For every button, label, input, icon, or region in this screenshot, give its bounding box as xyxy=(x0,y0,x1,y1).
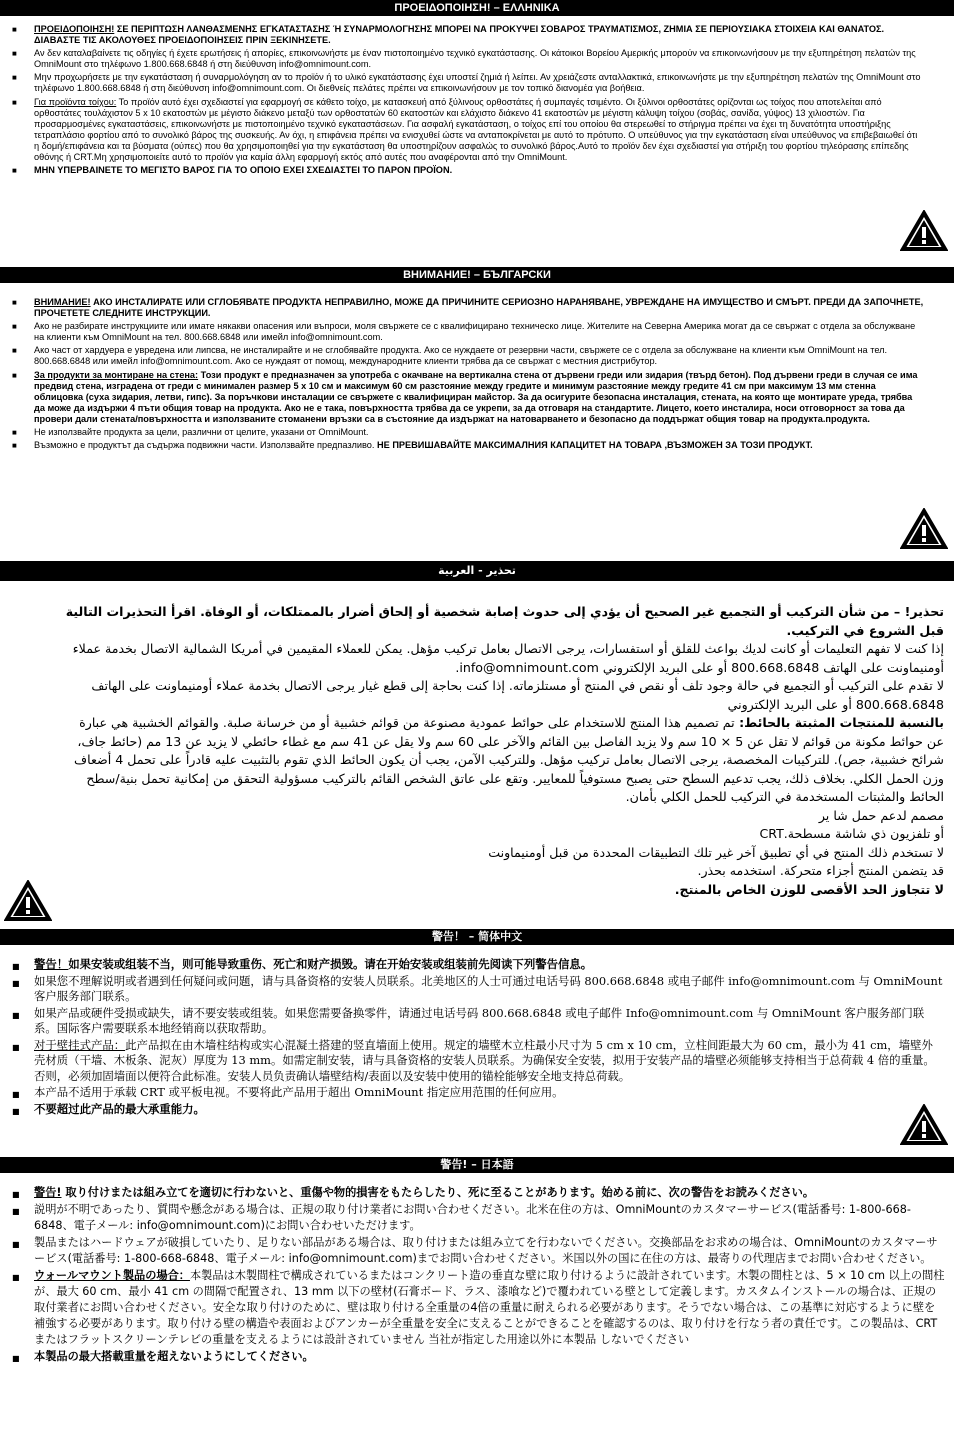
list-item: ■ Възможно е продуктът да съдържа подвижни части. Използвайте предпазливо. НЕ ПРЕВИШАВАЙТЕ МАКСИМАЛНИЯ КАПАЦИТЕТ НА ТОВАРА ,ВЪЗМОЖЕН ЗА ТОЗИ ПРОДУКТ. xyxy=(10,440,924,451)
greek-section xyxy=(0,0,954,178)
list-item: ■ Ако не разбирате инструкциите или имате някакви опасения или въпроси, моля свържете се с квалифицирано техническо лице. Жителите на Северна Америка могат да се свържат с отдела за обслужване на клиенти към OmniMount на тел. 800.668.6848 или имейл info@omnimount.com. xyxy=(10,321,924,343)
chinese-list xyxy=(10,957,944,1117)
warning-triangle-icon xyxy=(900,1104,948,1146)
japanese-header: 警告! – 日本語 xyxy=(0,1157,954,1173)
list-item: ■ Μην προχωρήσετε με την εγκατάσταση ή συναρμολόγηση αν το προϊόν ή το υλικό εγκατάστασης έχει υποστεί ζημιά ή λείπει. Αν χρειάζεστε ανταλλακτικά, επικοινωνήστε με την εξυπηρέτηση πελατών της OmniMount στο τηλέφωνο 1.800.668.6848 ή στη διεύθυνση info@omnimount.com. Οι διεθνείς πελάτες πρέπει να επικοινωνήσουν με τον τοπικό διανομέα για βοήθεια. xyxy=(10,72,924,94)
list-item: ■ 如果您不理解说明或者遇到任何疑问或问题，请与具备资格的安装人员联系。北美地区的人士可通过电话号码 800.668.6848 或电子邮件 info@omnimount.com 与 OmniMount 客户服务部门联系。 xyxy=(10,974,944,1005)
bulgarian-section xyxy=(0,267,954,453)
arabic-body xyxy=(0,581,954,899)
list-item: ■ Не използвайте продукта за цели, различни от целите, указани от OmniMount. xyxy=(10,427,924,438)
arabic-line: إذا كنت لا تفهم التعليمات أو كانت لديك بواعث للقلق أو استفسارات، يرجى الاتصال بعامل تركيب مؤهل. يمكن للعملاء المقيمين في أمريكا الشمالية الاتصال بخدمة عملاء أومنيماونت على الهاتف 800.668.6848 أو على البريد الإلكتروني info@omnimount.com. xyxy=(72,641,944,675)
list-item: ■ 对于壁挂式产品：此产品拟在由木墙柱结构或实心混凝土搭建的竖直墙面上使用。规定的墙壁木立柱最小尺寸为 5 cm x 10 cm，立柱间距最大为 60 cm，最小为 41 cm，墙壁外壳材质（干墙、木板条、泥灰）厚度为 13 mm。如需定制安装，请与具备资格的安装人员联系。为确保安全安装，拟用于安装产品的墙壁必须能够支持相当于总荷载 4 倍的重量。否则，必须加固墙面以便符合此标准。安装人员负责确认墙壁结构/表面以及安装中使用的锚栓能够安全地支持总荷载。 xyxy=(10,1038,944,1085)
greek-list xyxy=(10,24,924,176)
greek-header: ΠΡΟΕΙΔΟΠΟΙΗΣΗ! – ΕΛΛΗΝΙΚΑ xyxy=(0,0,954,16)
arabic-line: تحذير! – من شأن التركيب أو التجميع غير الصحيح أن يؤدي إلى حدوث إصابة شخصية أو إلحاق أضرار بالممتلكات، أو الوفاة. اقرأ التحذيرات التالية قبل الشروع في التركيب. xyxy=(65,604,944,638)
arabic-line: قد يتضمن المنتج أجزاء متحركة. استخدمه بحذر. xyxy=(697,863,944,878)
warning-triangle-icon xyxy=(900,210,948,252)
list-item: ■ Ако част от хардуера е увредена или липсва, не инсталирайте и не сглобявайте продукта. Ако се нуждаете от резервни части, свържете се с отдела за обслужване на клиенти към OmniMount на тел. 800.668.6848 или имейл info@omnimount.com. Ако се нуждаят от помощ, международните клиенти трябва да се свържат с местния дистрибутор. xyxy=(10,345,924,367)
warning-triangle-icon xyxy=(4,880,52,922)
chinese-header: 警告！ – 简体中文 xyxy=(0,929,954,945)
list-item: ■ 如果产品或硬件受损或缺失，请不要安装或组装。如果您需要备换零件，请通过电话号码 800.668.6848 或电子邮件 Info@omnimount.com 与 OmniMount 客户服务部门联系。国际客户需要联系本地经销商以获取帮助。 xyxy=(10,1006,944,1037)
list-item: ■ Αν δεν καταλαβαίνετε τις οδηγίες ή έχετε ερωτήσεις ή απορίες, επικοινωνήστε με έναν πιστοποιημένο τεχνικό εγκατάστασης. Οι κάτοικοι Βορείου Αμερικής μπορούν να επικοινωνήσουν με την εξυπηρέτηση πελατών της OmniMount στο τηλέφωνο 1.800.668.6848 ή στη διεύθυνση info@omnimount.com. xyxy=(10,48,924,70)
arabic-header: تحذير - العربية xyxy=(0,561,954,581)
list-item: ■ ВНИМАНИЕ! АКО ИНСТАЛИРАТЕ ИЛИ СГЛОБЯВАТЕ ПРОДУКТА НЕПРАВИЛНО, МОЖЕ ДА ПРИЧИНИТЕ СЕРИОЗНО НАРАНЯВАНЕ, УВРЕЖДАНЕ НА ИМУЩЕСТВО И СМЪРТ. ПРЕДИ ДА ЗАПОЧНЕТЕ, ПРОЧЕТЕТЕ СЛЕДНИТЕ ИНСТРУКЦИИ. xyxy=(10,297,924,319)
list-item: ■ Για προϊόντα τοίχου: Το προϊόν αυτό έχει σχεδιαστεί για εφαρμογή σε κάθετο τοίχο, με κατασκευή από ξύλινους ορθοστάτες ή συμπαγές τσιμέντο. Οι ξύλινοι ορθοστάτες ορίζονται ως τοίχος που αποτελείται από ορθοστάτες τουλάχιστον 5 x 10 εκατοστών με μέγιστο διάκενο μεταξύ των ορθοστατών 60 εκατοστών και ελάχιστο διάκενο 41 εκατοστών με μέγιστη κάλυψη τοίχου (σοβάς, σανίδα, γύψος) 13 χιλιοστών. Για προσαρμοσμένες εγκαταστάσεις, επικοινωνήστε με πιστοποιημένο τεχνικό εγκαταστάσεων. Για ασφαλή εγκατάσταση, ο τοίχος επί του οποίου θα στερεωθεί το στήριγμα πρέπει να έχει τη δυνατότητα υποστήριξης τετραπλάσιο φορτίου από το συνολικό βάρος της συσκευής. Αν όχι, η επιφάνεια πρέπει να ενισχυθεί ώστε να ανταποκρίνεται με αυτό το πρότυπο. Ο υπεύθυνος για την εγκατάσταση είναι υπεύθυνος να επιβεβαιωθεί ότι η δομή/επιφάνεια και τα βύσματα (ούπες) που θα χρησιμοποιηθεί για την εγκατάσταση θα υποστηρίζουν ασφαλώς το συνολικό βάρος.Αυτό το προϊόν δεν έχει σχεδιαστεί για στήριξη του φορτίου τηλεόρασης επίπεδης οθόνης ή CRT.Μη χρησιμοποιείτε αυτό το προϊόν για καμία άλλη εφαρμογή εκτός από αυτές που αναφέρονται από την OmniMount. xyxy=(10,97,924,164)
list-item: ■ 製品またはハードウェアが破損していたり、足りない部品がある場合は、取り付けまたは組み立てを行わないでください。交換部品をお求めの場合は、OmniMountのカスタマーサービス(電話番号: 1-800-668-6848、電子メール: info@omnimount.com)までお問い合わせください。米国以外の国に在住の方は、最寄りの代理店までお問い合わせください。 xyxy=(10,1235,946,1267)
arabic-line: لا تقدم على التركيب أو التجميع في حالة وجود تلف أو نقص في المنتج أو مستلزماته. إذا كنت بحاجة إلى قطع غيار يرجى الاتصال بخدمة عملاء أومنيماونت على الهاتف 800.668.6848 أو على البريد الإلكتروني xyxy=(91,678,944,712)
list-item: ■ 本製品の最大搭載重量を超えないようにしてください。 xyxy=(10,1349,946,1365)
list-item: ■ ウォールマウント製品の場合：本製品は木製間柱で構成されているまたはコンクリート造の垂直な壁に取り付けるように設計されています。木製の間柱とは、5 × 10 cm 以上の間柱が、最大 60 cm、最小 41 cm の間隔で配置され、13 mm 以下の壁材(石膏ボード、ラス、漆喰など)で覆われている壁として定義します。カスタムインストールの場合は、正規の取付業者にお問い合わせください。安全な取り付けのために、壁は取り付ける全重量の4倍の重量に耐えられる必要があります。そうでない場合は、この基準に対応するように壁を補強する必要があります。取り付ける壁の構造や表面およびアンカーが全重量を安全に支えることができることを確認するのは、取り付けを行なう者の責任です。この製品は、CRT またはフラットスクリーンテレビの重量を支えるようには設計されていません 当社が指定した用途以外に本製品 しないでください xyxy=(10,1268,946,1348)
japanese-list xyxy=(10,1185,946,1365)
list-item: ■ 警告! 取り付けまたは組み立てを適切に行わないと、重傷や物的損害をもたらしたり、死に至ることがあります。始める前に、次の警告をお読みください。 xyxy=(10,1185,946,1201)
warning-triangle-icon xyxy=(900,508,948,550)
list-item: ■ 不要超过此产品的最大承重能力。 xyxy=(10,1102,944,1118)
bulgarian-header: ВНИМАНИЕ! – БЪЛГАРСКИ xyxy=(0,267,954,283)
arabic-line: مصمم لدعم حمل شا ير xyxy=(818,807,944,823)
arabic-line: بالنسبة للمنتجات المثبتة بالحائط: تم تصميم هذا المنتج للاستخدام على حوائط عمودية مصنوعة من قوائم خشبية أو من خرسانة صلبة. والقوائم الخشبية هي عبارة عن حوائط مكونة من قوائم لا تقل عن 5 × 10 سم ولا يزيد الفاصل بين القائم والآخر على 60 سم ولا يقل عن 41 سم مع غطاء حائطي لا يزيد عن 13 مم (حائط جاف، شرائح خشبية، جص). للتركيبات المخصصة، يرجى الاتصال بعامل تركيب مؤهل. وللتركيب الآمن، يجب أن يكون الحائط الذي تقوم بالتثبيت عليه قادراً على تحمل 4 أضعاف وزن الحمل الكلي. بخلاف ذلك، يجب تدعيم السطح حتى يصبح مستوفياً للمعايير. وتقع على عاتق الشخص القائم بالتركيب مسؤولية التحقق من إمكانية تحمل بنية/سطح الحائط والمثبتات المستخدمة في التركيب للحمل الكلي بأمان. xyxy=(74,715,944,804)
arabic-line: لا تستخدم ذلك المنتج في أي تطبيق آخر غير تلك التطبيقات المحددة من قبل أومنيماونت xyxy=(488,844,944,860)
list-item: ■ ΜΗΝ ΥΠΕΡΒΑΙΝΕΤΕ ΤΟ ΜΕΓΙΣΤΟ ΒΑΡΟΣ ΓΙΑ ΤΟ ΟΠΟΙΟ ΕΧΕΙ ΣΧΕΔΙΑΣΤΕΙ ΤΟ ΠΑΡΟΝ ΠΡΟΪΟΝ. xyxy=(10,165,924,176)
list-item: ■ 説明が不明であったり、質問や懸念がある場合は、正規の取り付け業者にお問い合わせください。北米在住の方は、OmniMountのカスタマーサービス(電話番号: 1-800-668-6848、電子メール: info@omnimount.com)にお問い合わせいただけます。 xyxy=(10,1202,946,1234)
list-item: ■ ΠΡΟΕΙΔΟΠΟΙΗΣΗ! ΣΕ ΠΕΡΙΠΤΩΣΗ ΛΑΝΘΑΣΜΕΝΗΣ ΕΓΚΑΤΑΣΤΑΣΗΣ Ή ΣΥΝΑΡΜΟΛΟΓΗΣΗΣ ΜΠΟΡΕΙ ΝΑ ΠΡΟΚΥΨΕΙ ΣΟΒΑΡΟΣ ΤΡΑΥΜΑΤΙΣΜΟΣ, ΖΗΜΙΑ ΣΕ ΠΕΡΙΟΥΣΙΑΚΑ ΣΤΟΙΧΕΙΑ ΚΑΙ ΘΑΝΑΤΟΣ. ΔΙΑΒΑΣΤΕ ΤΙΣ ΑΚΟΛΟΥΘΕΣ ΠΡΟΕΙΔΟΠΟΙΗΣΕΙΣ ΠΡΙΝ ΞΕΚΙΝΗΣΕΤΕ. xyxy=(10,24,924,46)
bulgarian-list xyxy=(10,297,924,451)
list-item: ■ 本产品不适用于承载 CRT 或平板电视。不要将此产品用于超出 OmniMount 指定应用范围的任何应用。 xyxy=(10,1085,944,1101)
list-item: ■ За продукти за монтиране на стена: Този продукт е предназначен за употреба с окачване на вертикална стена от дървени греди или зидария (твърд бетон). Под дървени греди в случая се има предвид стена, изградена от греди с минимален размер 5 x 10 см и максимум 60 см разстояние между гредите и минимум разстояние между гредите 41 см при максимум 13 мм стенна облицовка (суха зидария, летви, гипс). За поръчкови инсталации се свържете с квалифициран майстор. За да осигурите безопасна инсталация, стената, на която ще монтирате уреда, трябва да може да издържи 4 пъти общия товар на продукта. Ако не е така, повърхността трябва да се укрепи, за да отговаря на стандартите. Лицето, което инсталира, носи отговорност за това да провери дали стената/повърхността и използваните стоманени връзки са в състояние да издържат на натоварването и безопасно да поддържат общия товар на продукта.продукта. xyxy=(10,370,924,425)
chinese-section xyxy=(0,929,954,1118)
arabic-line: لا تتجاوز الحد الأقصى للوزن الخاص بالمنتج. xyxy=(674,881,944,897)
arabic-section xyxy=(0,561,954,899)
japanese-section xyxy=(0,1157,954,1366)
list-item: ■ 警告！如果安装或组装不当，则可能导致重伤、死亡和财产损毁。请在开始安装或组装前先阅读下列警告信息。 xyxy=(10,957,944,973)
arabic-line: أو تلفزيون ذي شاشة مسطحة.CRT xyxy=(759,826,944,841)
